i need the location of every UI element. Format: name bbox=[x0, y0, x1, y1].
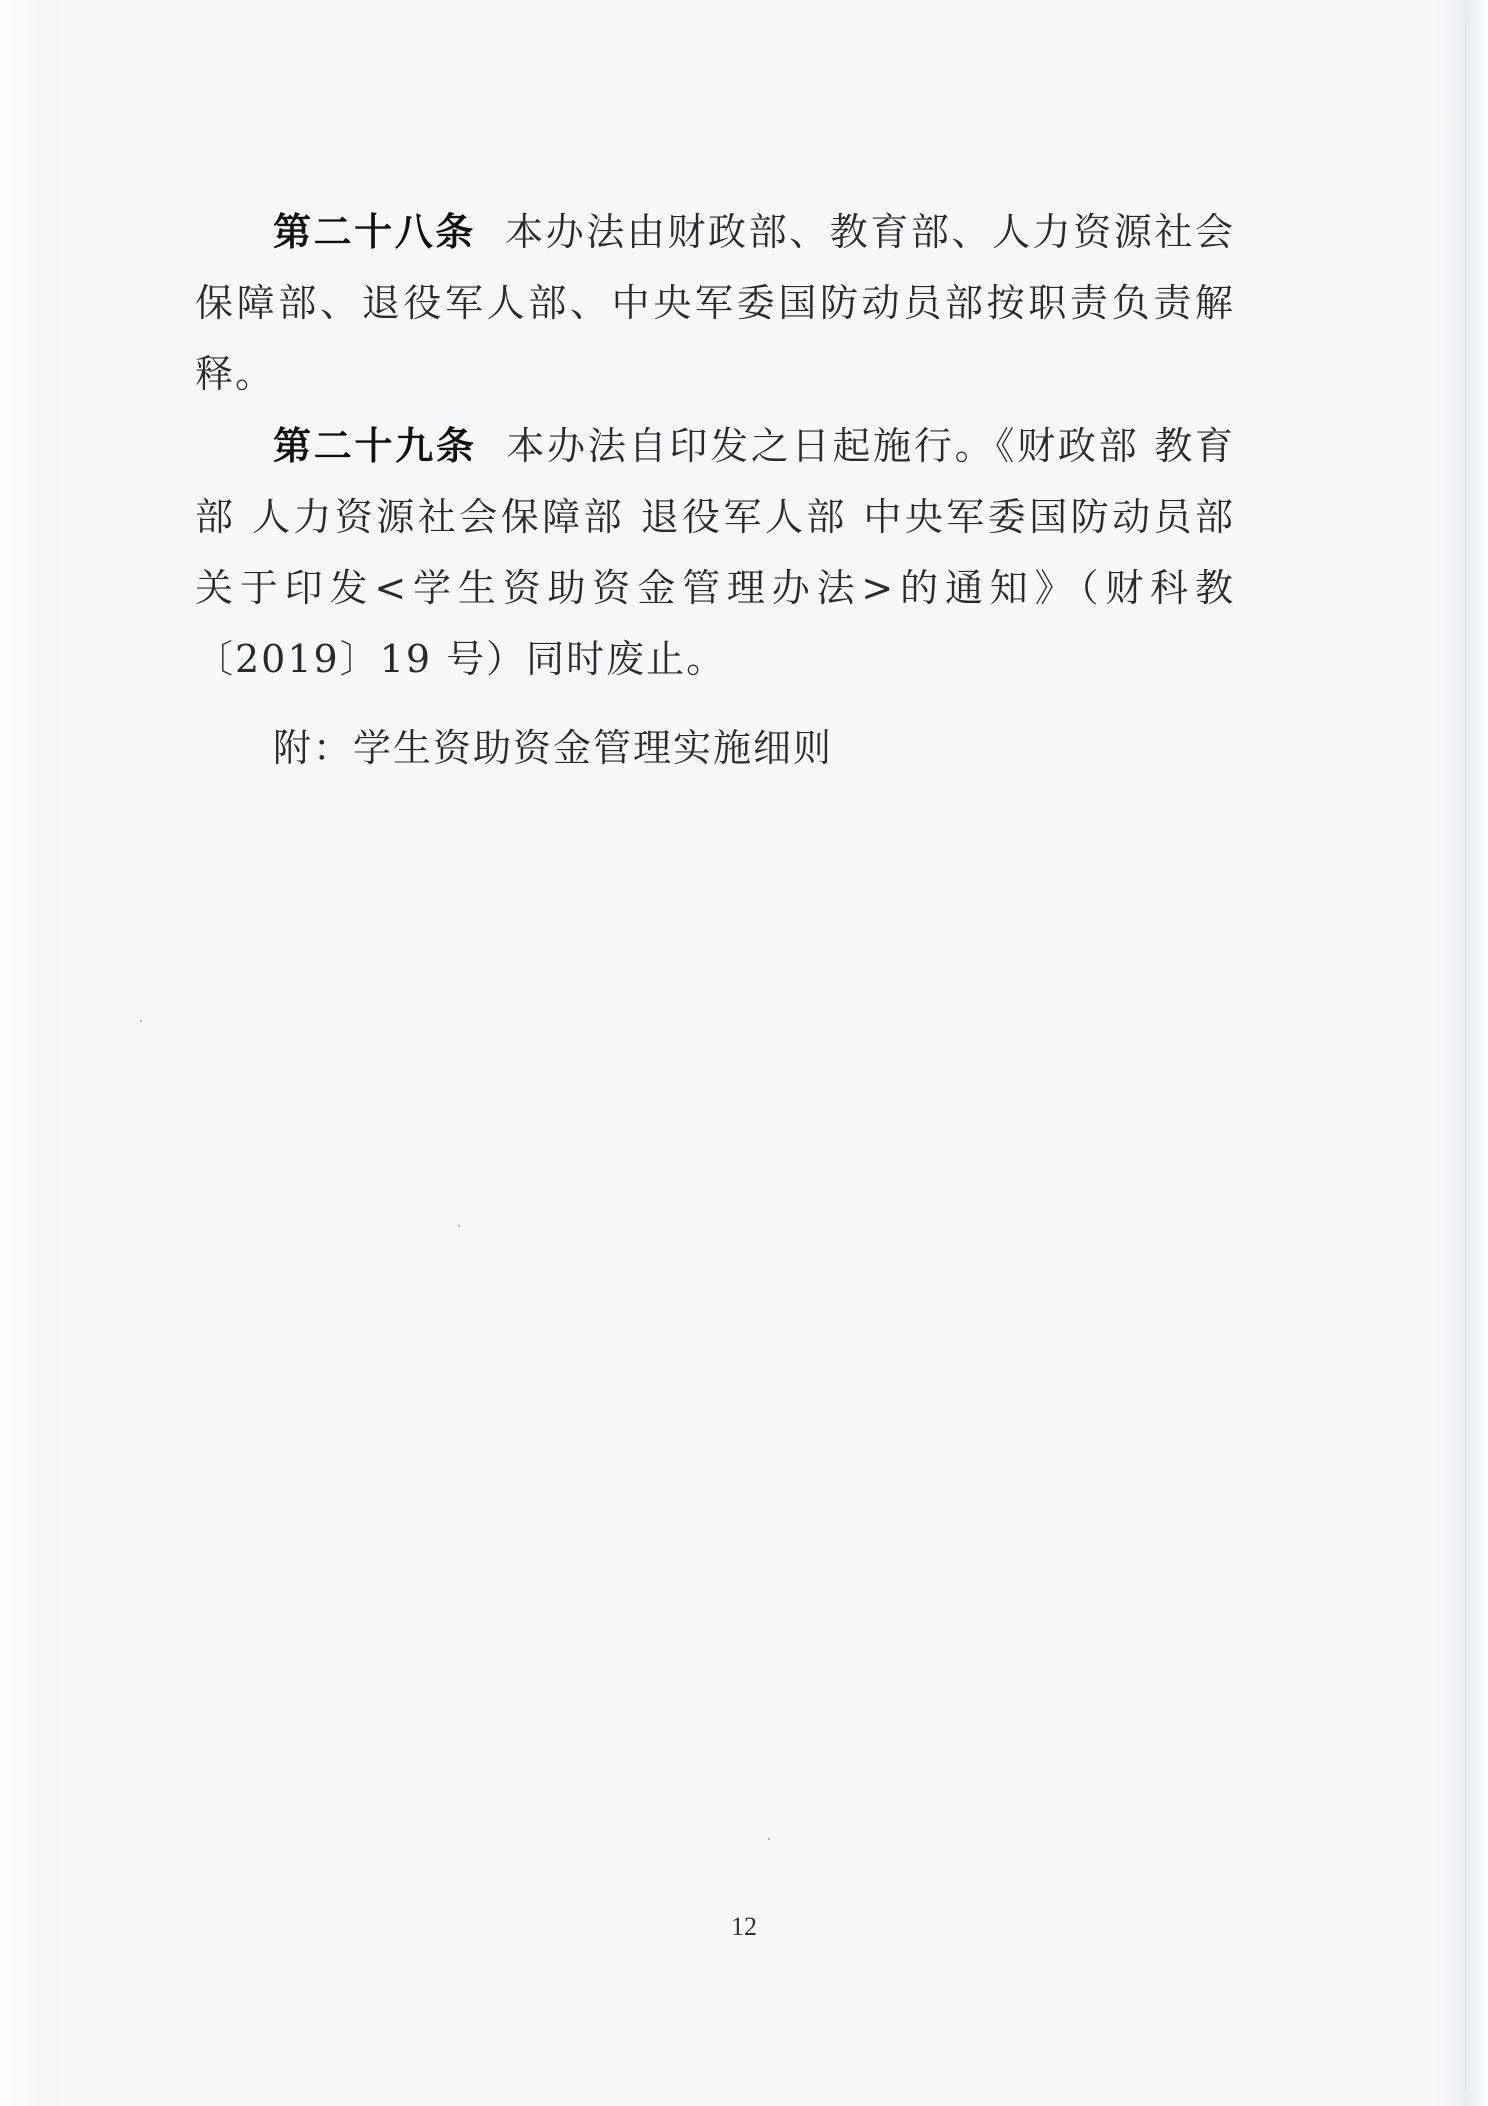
scan-speck bbox=[458, 1225, 460, 1227]
attachment-note: 附：学生资助资金管理实施细则 bbox=[273, 726, 834, 770]
article-number: 第二十八条 bbox=[273, 209, 476, 254]
page-number: 12 bbox=[731, 1912, 757, 1941]
article-text: 本办法由财政部、教育部、人力资源社会保障部、退役军人部、中央军委国防动员部按职责负责解释。 bbox=[195, 210, 1235, 396]
scan-edge-right bbox=[1436, 0, 1488, 2106]
scan-speck bbox=[140, 1020, 142, 1022]
scan-edge-left bbox=[0, 0, 70, 2106]
article-text: 本办法自印发之日起施行。《财政部 教育部 人力资源社会保障部 退役军人部 中央军委国防动员部关于印发<学生资助资金管理办法>的通知》（财科教〔2019〕19 号）同时废止。 bbox=[195, 424, 1235, 681]
scan-speck bbox=[768, 1838, 770, 1840]
article-number: 第二十九条 bbox=[273, 423, 477, 468]
scan-edge-line bbox=[1465, 20, 1466, 2090]
document-body bbox=[195, 196, 1235, 695]
article-28 bbox=[195, 196, 1235, 410]
article-29 bbox=[195, 410, 1235, 695]
